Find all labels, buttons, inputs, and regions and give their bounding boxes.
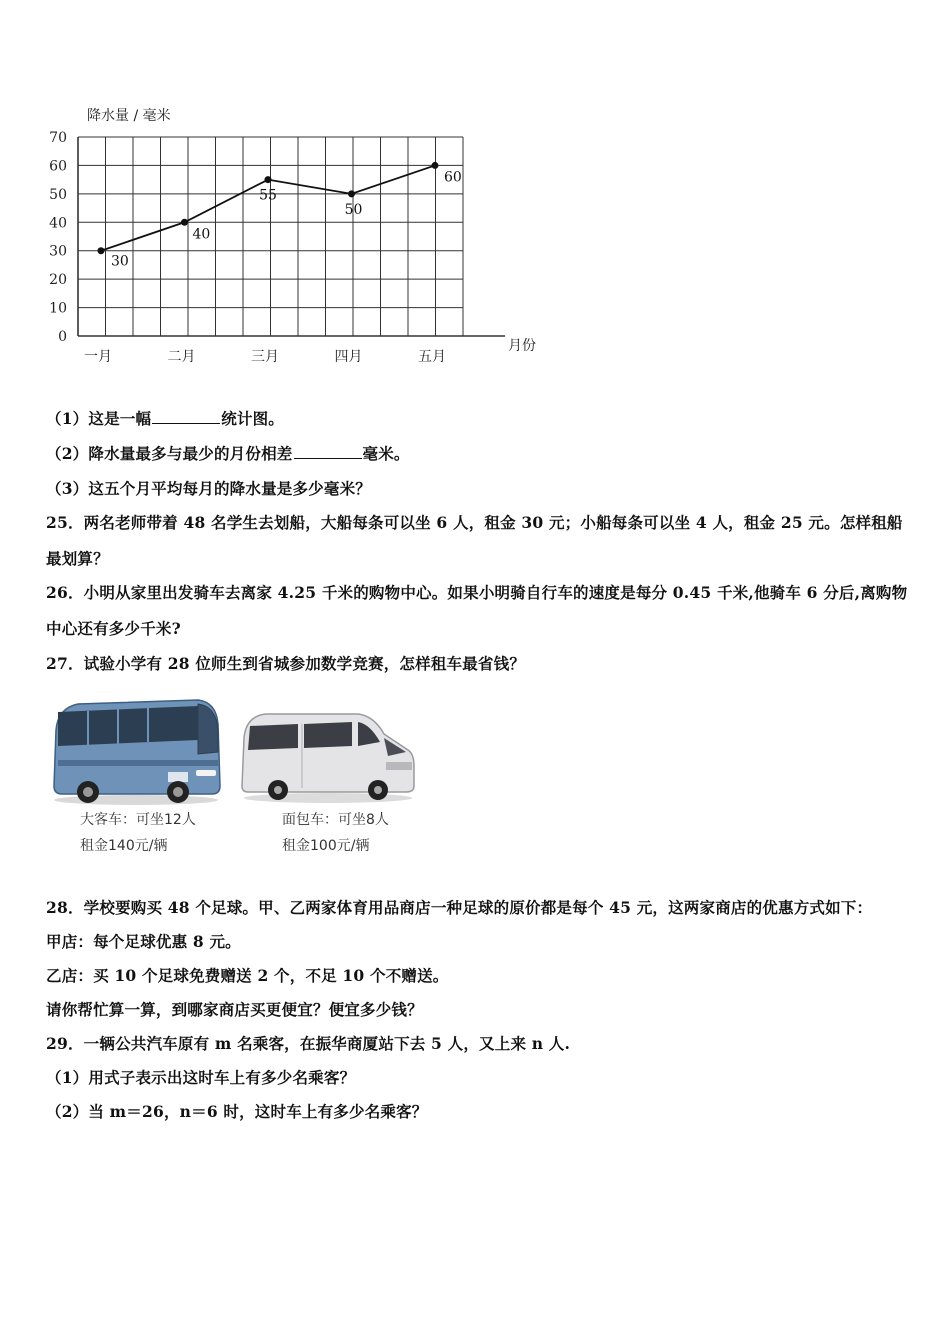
x-tick-label: 五月 [418, 349, 446, 365]
y-tick-label: 20 [49, 272, 67, 289]
answer-blank[interactable] [294, 443, 362, 459]
q29-part1: （1）用式子表示出这时车上有多少名乘客？ [46, 1068, 356, 1087]
q28-text-line1: 28．学校要购买 48 个足球。甲、乙两家体育用品商店一种足球的原价都是每个 45 元，这两家商店的优惠方式如下： [46, 898, 873, 917]
data-point [432, 162, 439, 169]
x-tick-label: 三月 [251, 349, 279, 365]
precipitation-line-chart [49, 95, 536, 380]
x-tick-label: 四月 [334, 349, 363, 365]
y-tick-label: 0 [58, 329, 67, 345]
bus-caption-price: 租金140元/辆 [80, 838, 168, 854]
data-label: 40 [192, 226, 211, 243]
q29-part2: （2）当 m＝26，n＝6 时，这时车上有多少名乘客？ [46, 1102, 428, 1121]
van-image [238, 708, 418, 808]
data-point [265, 176, 272, 183]
q25-text-line1: 25．两名老师带着 48 名学生去划船，大船每条可以坐 6 人，租金 30 元；小船每条可以坐 4 人，租金 25 元。怎样租船 [46, 513, 903, 532]
q28-shop-b: 乙店：买 10 个足球免费赠送 2 个，不足 10 个不赠送。 [46, 966, 449, 985]
y-tick-label: 40 [49, 215, 67, 232]
q24-part2: （2）降水量最多与最少的月份相差 毫米。 [46, 444, 410, 463]
bus-image [48, 690, 224, 812]
x-tick-label: 一月 [84, 349, 112, 365]
x-axis-title: 月份 [508, 338, 536, 354]
data-label: 50 [344, 201, 363, 218]
q24-part1: （1）这是一幅 统计图。 [46, 409, 284, 428]
answer-blank[interactable] [152, 408, 220, 424]
x-tick-label: 二月 [167, 349, 196, 365]
van-caption-capacity: 面包车：可坐8人 [282, 812, 389, 828]
q26-text-line1: 26．小明从家里出发骑车去离家 4.25 千米的购物中心。如果小明骑自行车的速度是每分 0.45 千米,他骑车 6 分后,离购物 [46, 583, 908, 602]
q28-shop-a: 甲店：每个足球优惠 8 元。 [46, 932, 241, 951]
y-tick-label: 30 [49, 243, 67, 260]
data-label: 60 [444, 169, 462, 186]
y-tick-label: 60 [49, 158, 67, 175]
q26-text-line2: 中心还有多少千米? [46, 619, 181, 638]
y-tick-label: 10 [49, 300, 67, 317]
q24-part3: （3）这五个月平均每月的降水量是多少毫米？ [46, 479, 371, 498]
bus-caption-capacity: 大客车：可坐12人 [80, 812, 196, 828]
data-label: 55 [259, 187, 277, 204]
q29-text: 29．一辆公共汽车原有 m 名乘客，在振华商厦站下去 5 人，又上来 n 人. [46, 1034, 571, 1053]
data-point [348, 190, 355, 197]
data-label: 30 [111, 253, 129, 270]
chart-svg [49, 95, 536, 380]
y-axis-title: 降水量 / 毫米 [87, 108, 171, 124]
y-tick-label: 70 [49, 130, 67, 146]
data-point [181, 219, 188, 226]
y-tick-label: 50 [49, 186, 67, 203]
data-point [98, 247, 105, 254]
q27-text: 27．试验小学有 28 位师生到省城参加数学竞赛，怎样租车最省钱？ [46, 654, 526, 673]
van-caption-price: 租金100元/辆 [282, 838, 370, 854]
q28-question: 请你帮忙算一算，到哪家商店买更便宜？便宜多少钱？ [46, 1000, 423, 1019]
q25-text-line2: 最划算？ [46, 549, 109, 568]
